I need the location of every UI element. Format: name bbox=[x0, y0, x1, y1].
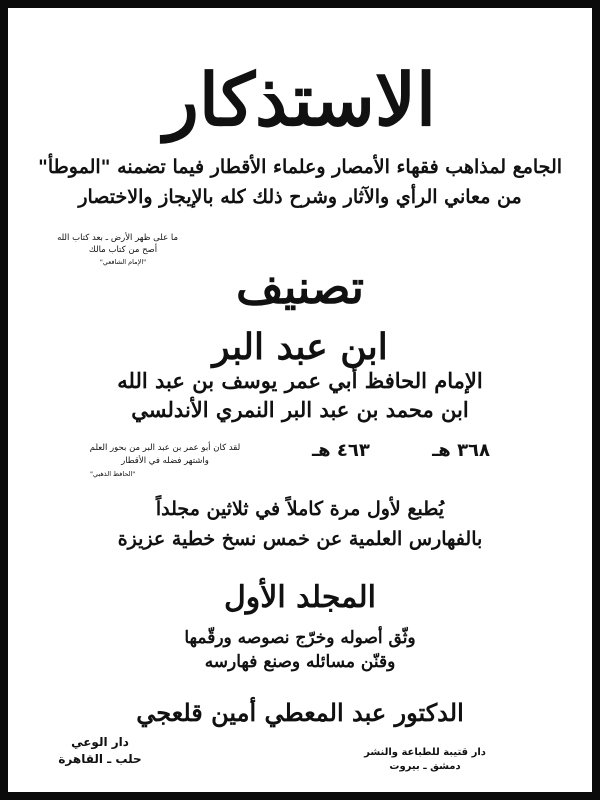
shafii-quote-line-1: ما على ظهر الأرض ـ بعد كتاب الله bbox=[57, 233, 178, 243]
publisher-left-cities: حلب ـ القاهرة bbox=[58, 752, 142, 766]
publisher-right-cities: دمشق ـ بيروت bbox=[389, 761, 461, 772]
death-year: ٤٦٣ هـ bbox=[312, 440, 370, 461]
shafii-quote-line-2: أصح من كتاب مالك bbox=[88, 245, 158, 255]
author-lifespan bbox=[256, 440, 490, 461]
publisher-left-name: دار الوعي bbox=[71, 735, 129, 749]
editor-name: الدكتور عبد المعطي أمين قلعجي bbox=[136, 698, 464, 727]
subtitle-line-2: من معاني الرأي والآثار وشرح ذلك كله بالإيجاز والاختصار bbox=[78, 186, 522, 208]
authored-by-label: تصنيف bbox=[235, 260, 365, 314]
volume-label: المجلد الأول bbox=[223, 580, 377, 615]
publisher-dar-alwaei bbox=[50, 734, 150, 768]
book-title: الاستذكار bbox=[164, 57, 436, 142]
subtitle-line-1: الجامع لمذاهب فقهاء الأمصار وعلماء الأقطار فيما تضمنه "الموطأ" bbox=[37, 156, 563, 178]
dhahabi-quote-attribution: "الحافظ الذهبي" bbox=[90, 470, 136, 478]
publisher-dar-qutayba bbox=[360, 746, 490, 774]
author-full-name-line-2: ابن محمد بن عبد البر النمري الأندلسي bbox=[131, 397, 469, 422]
shafii-quote-attribution: "الإمام الشافعي" bbox=[99, 258, 147, 266]
author-full-name-line-1: الإمام الحافظ أبي عمر يوسف بن عبد الله bbox=[117, 368, 483, 393]
printing-note-line-1: يُطبع لأول مرة كاملاً في ثلاثين مجلداً bbox=[155, 498, 445, 520]
dhahabi-quote-line-1: لقد كان أبو عمر بن عبد البر من بحور العلم bbox=[89, 443, 241, 453]
birth-year: ٣٦٨ هـ bbox=[432, 440, 491, 461]
publisher-right-name: دار قتيبة للطباعة والنشر bbox=[364, 747, 486, 758]
printing-note-line-2: بالفهارس العلمية عن خمس نسخ خطية عزيزة bbox=[117, 528, 483, 550]
editor-note-line-1: وثّق أصوله وخرّج نصوصه ورقّمها bbox=[184, 628, 416, 648]
title-page bbox=[8, 8, 592, 792]
dhahabi-quote-line-2: واشتهر فضله في الأقطار bbox=[121, 456, 209, 466]
editor-note-line-2: وقنّن مسائله وصنع فهارسه bbox=[204, 652, 396, 672]
dhahabi-quote bbox=[70, 442, 260, 481]
author-short-name: ابن عبد البر bbox=[212, 326, 388, 368]
